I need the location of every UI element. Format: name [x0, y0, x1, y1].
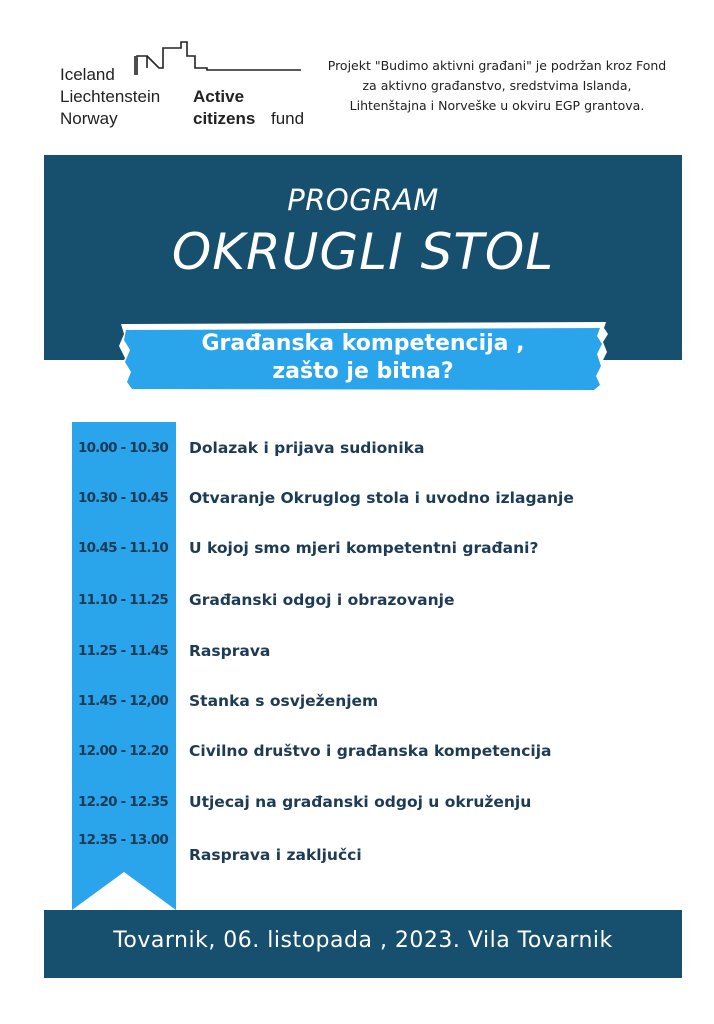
schedule-activity: Stanka s osvježenjem	[189, 692, 379, 710]
schedule-activity: Rasprava	[189, 642, 271, 660]
schedule-activity: Otvaranje Okruglog stola i uvodno izlaganje	[189, 489, 574, 507]
funding-note-line: Projekt "Budimo aktivni građani" je podržan kroz Fond	[327, 58, 667, 73]
schedule-activity: Rasprava i zaključci	[189, 846, 362, 864]
schedule-time: 11.10 - 11.25	[77, 592, 168, 608]
schedule-time: 12.00 - 12.20	[77, 743, 168, 759]
subtitle-text	[118, 330, 608, 386]
schedule-row	[70, 585, 630, 615]
funding-note	[312, 56, 682, 116]
logo-country: Iceland	[60, 65, 115, 84]
subtitle-line-2: zašto je bitna?	[272, 359, 454, 384]
schedule-row	[70, 825, 630, 864]
schedule-time: 10.00 - 10.30	[77, 440, 168, 456]
schedule-activity: U kojoj smo mjeri kompetentni građani?	[189, 539, 539, 557]
logo-country: Norway	[60, 109, 118, 128]
location-date-text: Tovarnik, 06. listopada , 2023. Vila Tovarnik	[113, 928, 613, 953]
schedule-activity: Dolazak i prijava sudionika	[189, 439, 425, 457]
logo-fund-name	[193, 86, 305, 130]
location-footer	[44, 910, 682, 978]
subtitle-box	[118, 322, 608, 397]
schedule-row	[70, 736, 630, 766]
schedule-row	[70, 533, 630, 563]
schedule-activity: Utjecaj na građanski odgoj u okruženju	[189, 793, 532, 811]
schedule-activity: Civilno društvo i građanska kompetencija	[189, 742, 552, 760]
schedule-row	[70, 433, 630, 463]
schedule-time: 11.25 - 11.45	[77, 643, 168, 659]
funding-note-line: Lihtenštajna i Norveške u okviru EGP grantova.	[349, 98, 645, 113]
logo-countries	[60, 64, 160, 130]
program-label: PROGRAM	[287, 183, 439, 217]
schedule-time: 11.45 - 12,00	[77, 693, 168, 709]
schedule-row	[70, 483, 630, 513]
subtitle-line-1: Građanska kompetencija ,	[201, 331, 525, 356]
schedule-time: 10.45 - 11.10	[77, 540, 168, 556]
event-title: OKRUGLI STOL	[171, 223, 555, 281]
schedule-activity: Građanski odgoj i obrazovanje	[189, 591, 455, 609]
logo-country: Liechtenstein	[60, 87, 161, 106]
eea-grants-logo	[60, 40, 310, 135]
schedule-time: 12.20 - 12.35	[77, 794, 168, 810]
schedule-row	[70, 636, 630, 666]
schedule-row	[70, 686, 630, 716]
logo-fund-regular: fund	[271, 109, 305, 128]
schedule-time: 10.30 - 10.45	[77, 490, 168, 506]
schedule-time: 12.35 - 13.00	[77, 832, 168, 848]
schedule-row	[70, 787, 630, 817]
logo-fund-bold: Active citizens	[193, 87, 256, 128]
funding-note-line: za aktivno građanstvo, sredstvima Islanda,	[362, 78, 632, 93]
